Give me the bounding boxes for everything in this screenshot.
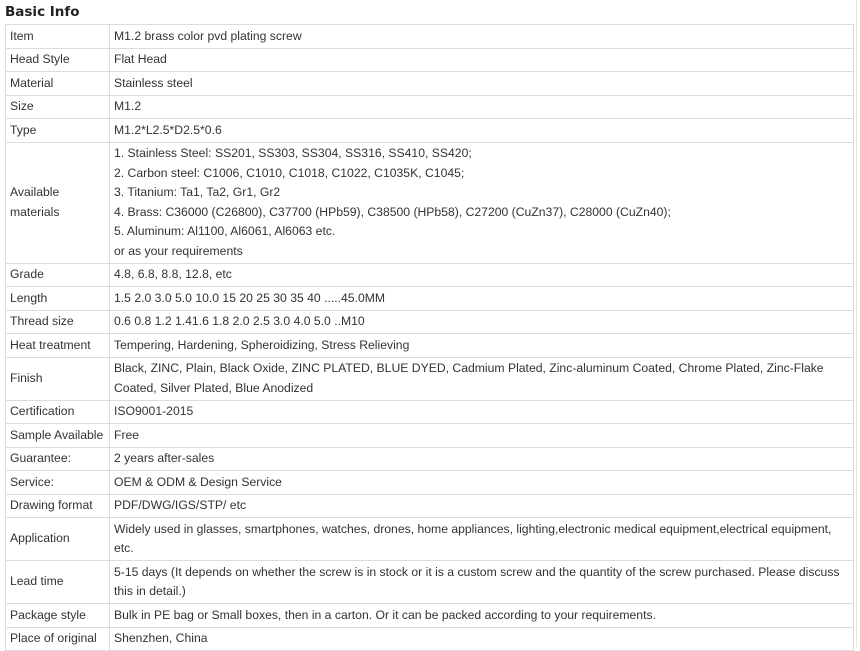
section-title: Basic Info <box>5 4 80 20</box>
basic-info-section <box>5 0 853 651</box>
row-value-head-style: Flat Head <box>110 48 854 72</box>
row-label-service: Service: <box>6 471 110 495</box>
table-row <box>6 471 854 495</box>
row-label-heat-treatment: Heat treatment <box>6 334 110 358</box>
row-value-length: 1.5 2.0 3.0 5.0 10.0 15 20 25 30 35 40 .....45.0MM <box>110 287 854 311</box>
row-value-sample-available: Free <box>110 424 854 448</box>
table-row <box>6 561 854 604</box>
row-label-application: Application <box>6 518 110 561</box>
material-line-brass: 4. Brass: C36000 (C26800), C37700 (HPb59), C38500 (HPb58), C27200 (CuZn37), C28000 (CuZn40); <box>114 204 671 219</box>
table-row <box>6 263 854 287</box>
material-line-stainless: 1. Stainless Steel: SS201, SS303, SS304, SS316, SS410, SS420; <box>114 146 472 160</box>
table-row <box>6 119 854 143</box>
row-label-material: Material <box>6 72 110 96</box>
row-label-thread-size: Thread size <box>6 310 110 334</box>
table-row <box>6 494 854 518</box>
row-label-sample-available: Sample Available <box>6 424 110 448</box>
table-row <box>6 310 854 334</box>
row-value-lead-time: 5-15 days (It depends on whether the screw is in stock or it is a custom screw and the quantity of the screw purchased. Please discuss this in detail.) <box>110 561 854 604</box>
material-line-aluminum: 5. Aluminum: Al1100, Al6061, Al6063 etc. <box>114 224 336 238</box>
row-label-size: Size <box>6 95 110 119</box>
table-row <box>6 287 854 311</box>
row-label-item: Item <box>6 25 110 49</box>
row-label-grade: Grade <box>6 263 110 287</box>
row-label-lead-time: Lead time <box>6 561 110 604</box>
row-label-place-of-original: Place of original <box>6 627 110 651</box>
row-value-grade: 4.8, 6.8, 8.8, 12.8, etc <box>110 263 854 287</box>
row-label-guarantee: Guarantee: <box>6 447 110 471</box>
row-label-finish: Finish <box>6 357 110 400</box>
table-row <box>6 25 854 49</box>
material-line-custom: or as your requirements <box>114 243 243 258</box>
table-row <box>6 604 854 628</box>
table-row <box>6 48 854 72</box>
table-row <box>6 142 854 263</box>
row-label-length: Length <box>6 287 110 311</box>
row-value-type: M1.2*L2.5*D2.5*0.6 <box>110 119 854 143</box>
material-line-carbon: 2. Carbon steel: C1006, C1010, C1018, C1022, C1035K, C1045; <box>114 165 465 180</box>
row-value-guarantee: 2 years after-sales <box>110 447 854 471</box>
table-row <box>6 424 854 448</box>
spec-table <box>5 24 854 651</box>
row-value-available-materials <box>110 142 854 263</box>
table-row <box>6 72 854 96</box>
row-value-finish: Black, ZINC, Plain, Black Oxide, ZINC PLATED, BLUE DYED, Cadmium Plated, Zinc-aluminum Coated, Chrome Plated, Zinc-Flake Coated, Silver Plated, Blue Anodized <box>110 357 854 400</box>
table-row <box>6 518 854 561</box>
row-value-place-of-original: Shenzhen, China <box>110 627 854 651</box>
material-line-titanium: 3. Titanium: Ta1, Ta2, Gr1, Gr2 <box>114 185 281 199</box>
table-row <box>6 400 854 424</box>
row-value-service: OEM & ODM & Design Service <box>110 471 854 495</box>
row-value-application: Widely used in glasses, smartphones, watches, drones, home appliances, lighting,electronic medical equipment,electrical equipment, etc. <box>110 518 854 561</box>
row-label-available-materials: Available materials <box>6 142 110 263</box>
row-label-certification: Certification <box>6 400 110 424</box>
table-row <box>6 95 854 119</box>
scrollbar-track[interactable] <box>856 0 857 647</box>
row-label-head-style: Head Style <box>6 48 110 72</box>
table-row <box>6 334 854 358</box>
row-label-drawing-format: Drawing format <box>6 494 110 518</box>
table-row <box>6 357 854 400</box>
row-value-certification: ISO9001-2015 <box>110 400 854 424</box>
row-label-type: Type <box>6 119 110 143</box>
row-value-size: M1.2 <box>110 95 854 119</box>
table-row <box>6 447 854 471</box>
row-value-heat-treatment: Tempering, Hardening, Spheroidizing, Stress Relieving <box>110 334 854 358</box>
row-value-package-style: Bulk in PE bag or Small boxes, then in a carton. Or it can be packed according to your requirements. <box>110 604 854 628</box>
row-value-item: M1.2 brass color pvd plating screw <box>110 25 854 49</box>
row-label-package-style: Package style <box>6 604 110 628</box>
row-value-thread-size: 0.6 0.8 1.2 1.41.6 1.8 2.0 2.5 3.0 4.0 5.0 ..M10 <box>110 310 854 334</box>
row-value-drawing-format: PDF/DWG/IGS/STP/ etc <box>110 494 854 518</box>
row-value-material: Stainless steel <box>110 72 854 96</box>
